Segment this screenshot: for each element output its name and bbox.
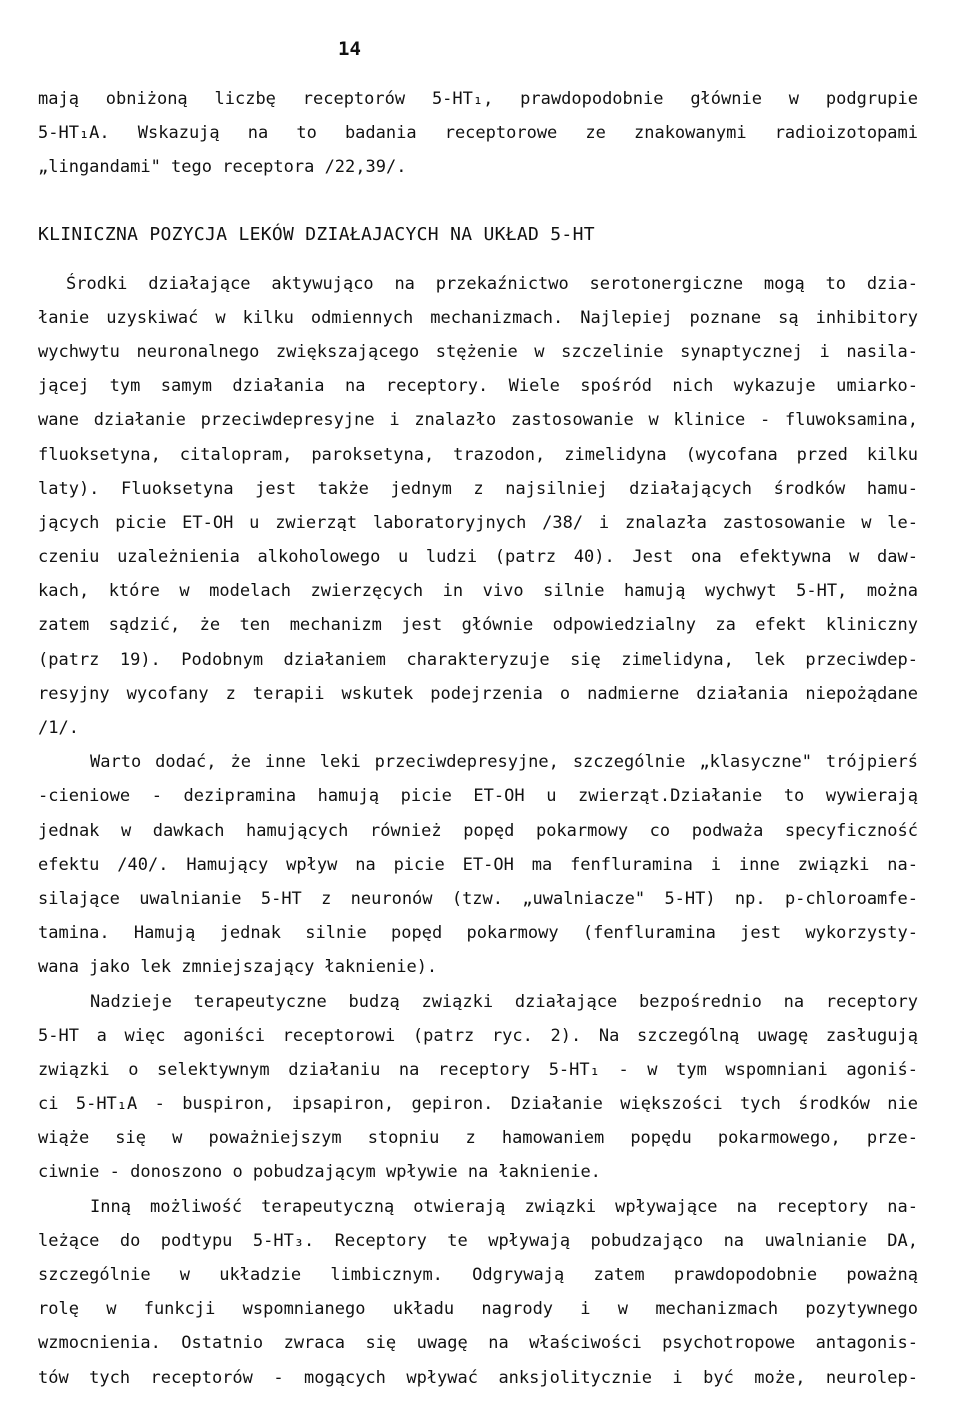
spacer	[38, 185, 918, 215]
text-line: Nadzieje terapeutyczne budzą związki działające bezpośrednio na receptory	[90, 991, 918, 1012]
text-line: 5-HT₁A. Wskazują na to badania receptorowe ze znakowanymi radioizotopami	[38, 123, 918, 144]
text-line: tamina. Hamują jednak silnie popęd pokarmowy (fenfluramina jest wykorzysty-	[38, 923, 918, 944]
text-line: Środki działające aktywująco na przekaźnictwo serotonergiczne mogą to dzia-	[66, 273, 918, 294]
text-line: resyjny wycofany z terapii wskutek podejrzenia o nadmierne działania niepożądane	[38, 683, 918, 704]
text-line: -cieniowe - dezipramina hamują picie ET-OH u zwierząt.Działanie to wywierają	[38, 786, 918, 807]
document-body	[38, 82, 918, 1395]
text-line: Warto dodać, że inne leki przeciwdepresyjne, szczególnie „klasyczne" trójpierś	[90, 752, 918, 773]
text-line: zatem sądzić, że ten mechanizm jest głównie odpowiedzialny za efekt kliniczny	[38, 615, 918, 636]
text-line: szczególnie w układzie limbicznym. Odgrywają zatem prawdopodobnie poważną	[38, 1265, 918, 1285]
text-line: wychwytu neuronalnego zwiększającego stężenie w szczelinie synaptycznej i nasila-	[38, 341, 918, 362]
text-line: wane działanie przeciwdepresyjne i znalazło zastosowanie w klinice - fluwoksamina,	[38, 410, 918, 431]
text-line: „lingandami" tego receptora /22,39/.	[38, 157, 407, 178]
paragraph-5	[38, 1190, 918, 1395]
text-line: mają obniżoną liczbę receptorów 5-HT₁, prawdopodobnie głównie w podgrupie	[38, 89, 918, 109]
paragraph-1	[38, 82, 918, 185]
text-line: czeniu uzależnienia alkoholowego u ludzi (patrz 40). Jest ona efektywna w daw-	[38, 547, 918, 568]
text-line: fluoksetyna, citalopram, paroksetyna, trazodon, zimelidyna (wycofana przed kilku	[38, 444, 918, 465]
text-line: /1/.	[38, 718, 79, 738]
text-line: (patrz 19). Podobnym działaniem charakteryzuje się zimelidyna, lek przeciwdep-	[38, 649, 918, 670]
text-line: silające uwalnianie 5-HT z neuronów (tzw. „uwalniacze" 5-HT) np. p-chloroamfe-	[38, 888, 918, 909]
text-line: wzmocnienia. Ostatnio zwraca się uwagę na właściwości psychotropowe antagonis-	[38, 1333, 918, 1354]
text-line: ciwnie - donoszono o pobudzającym wpływie na łaknienie.	[38, 1162, 601, 1183]
section-heading: KLINICZNA POZYCJA LEKÓW DZIAŁAJACYCH NA UKŁAD 5-HT	[38, 223, 595, 245]
spacer	[38, 255, 918, 267]
text-line: wiąże się w poważniejszym stopniu z hamowaniem popędu pokarmowego, prze-	[38, 1128, 918, 1149]
text-line: łanie uzyskiwać w kilku odmiennych mechanizmach. Najlepiej poznane są inhibitory	[38, 307, 918, 328]
text-line: jącej tym samym działania na receptory. Wiele spośród nich wykazuje umiarko-	[38, 376, 918, 397]
text-line: jednak w dawkach hamujących również popęd pokarmowy co podważa specyficzność	[38, 820, 918, 841]
text-line: tów tych receptorów - mogących wpływać anksjolitycznie i być może, neurolep-	[38, 1367, 918, 1388]
text-line: ci 5-HT₁A - buspiron, ipsapiron, gepiron. Działanie większości tych środków nie	[38, 1094, 918, 1115]
paragraph-4	[38, 985, 918, 1190]
text-line: efektu /40/. Hamujący wpływ na picie ET-OH ma fenfluramina i inne związki na-	[38, 854, 918, 875]
text-line: związki o selektywnym działaniu na receptory 5-HT₁ - w tym wspomniani agoniś-	[38, 1059, 918, 1080]
text-line: jących picie ET-OH u zwierząt laboratoryjnych /38/ i znalazła zastosowanie w le-	[38, 512, 918, 533]
text-line: wana jako lek zmniejszający łaknienie).	[38, 957, 438, 978]
text-line: kach, które w modelach zwierzęcych in vivo silnie hamują wychwyt 5-HT, można	[38, 581, 918, 602]
text-line: 5-HT a więc agoniści receptorowi (patrz ryc. 2). Na szczególną uwagę zasługują	[38, 1025, 918, 1046]
paragraph-2	[38, 267, 918, 746]
text-line: Inną możliwość terapeutyczną otwierają związki wpływające na receptory na-	[90, 1196, 918, 1217]
text-line: laty). Fluoksetyna jest także jednym z najsilniej działających środków hamu-	[38, 478, 918, 499]
text-line: leżące do podtypu 5-HT₃. Receptory te wpływają pobudzająco na uwalnianie DA,	[38, 1230, 918, 1251]
page-number: 14	[338, 38, 361, 60]
text-line: rolę w funkcji wspomnianego układu nagrody i w mechanizmach pozytywnego	[38, 1299, 918, 1320]
paragraph-3	[38, 745, 918, 984]
